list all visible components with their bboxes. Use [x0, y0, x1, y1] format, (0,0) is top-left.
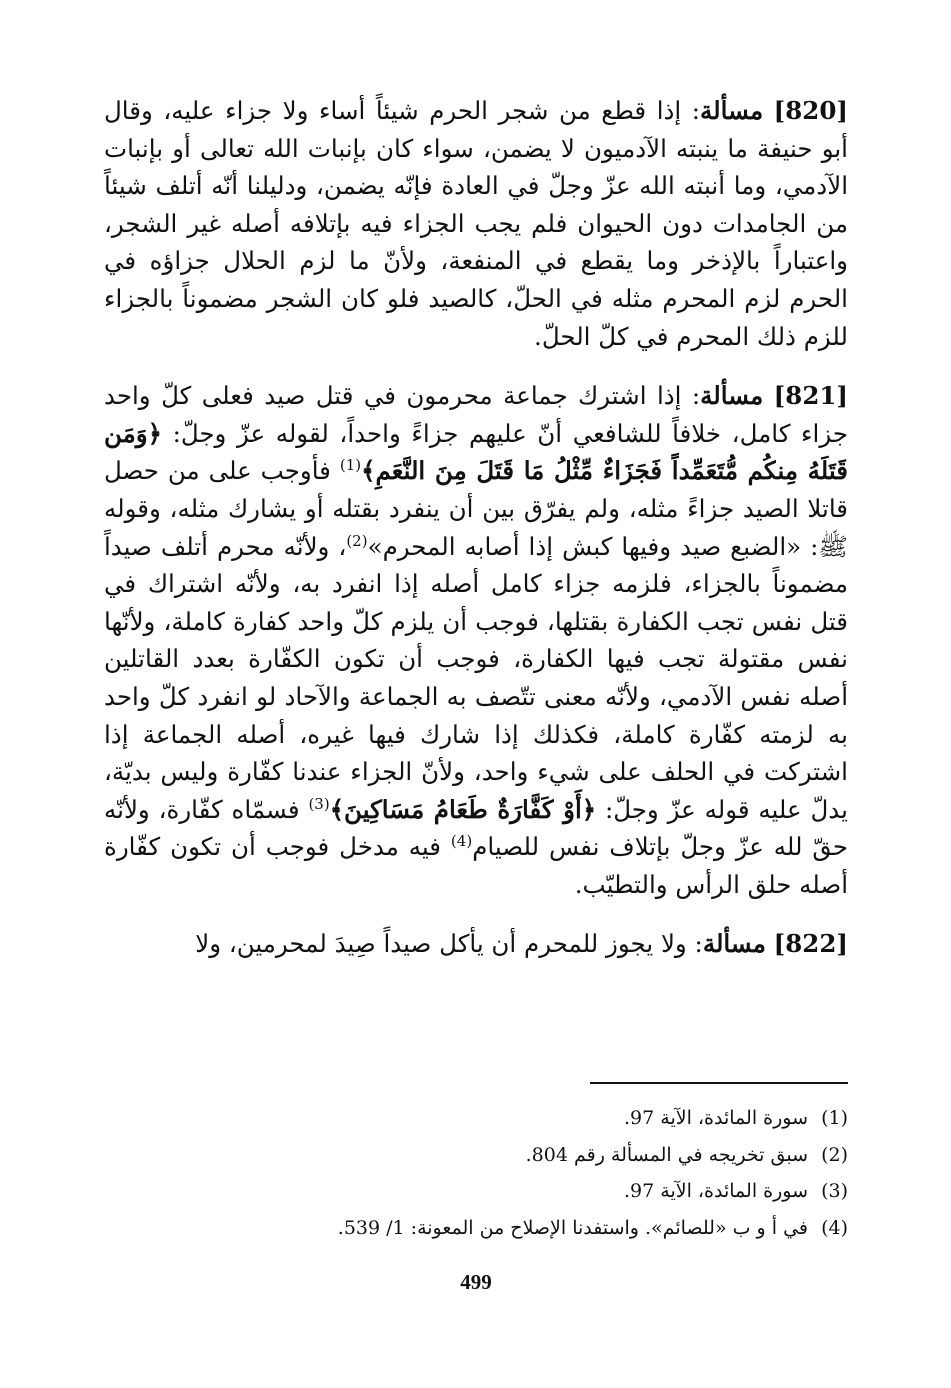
footnote-item — [104, 1210, 848, 1247]
paragraph-text: فأوجب على من حصل قاتلا الصيد جزاءً مثله، ولم يفرّق بين أن ينفرد بقتله أو يشارك مثله، وقوله ﷺ: «الضبع صيد وفيها كبش إذا أصابه المحرم» — [104, 456, 848, 561]
paragraph-text: ، ولأنّه محرم أتلف صيداً مضموناً بالجزاء، فلزمه جزاء كامل أصله إذا انفرد به، ولأنّه اشتراك في قتل نفس تجب الكفارة بقتلها، فوجب أن يلزم كلّ واحد كفارة كاملة، ولأنّها نفس مقتولة تجب فيها الكفارة، فوجب أن تكون الكفّارة بعدد القاتلين أصله نفس الآدمي، ولأنّه معنى تتّصف به الجماعة والآحاد لو انفرد كلّ واحد به لزمته كفّارة كاملة، فكذلك إذا شارك فيها غيره، أصله الجماعة إذا اشتركت في الحلف على شيء واحد، ولأنّ الجزاء عندنا كفّارة وليس بديّة، يدلّ عليه قوله عزّ وجلّ: — [104, 531, 848, 824]
issue-number: [821] — [773, 381, 849, 411]
issue-number: [820] — [773, 96, 848, 125]
footnotes — [104, 1100, 848, 1246]
paragraph-text: : إذا اشترك جماعة محرمون في قتل صيد فعلى كلّ واحد جزاء كامل، خلافاً للشافعي أنّ عليهم جزاءً واحداً، لقوله عزّ وجلّ: — [104, 381, 848, 448]
paragraph-text: : إذا قطع من شجر الحرم شيئاً أساء ولا جزاء عليه، وقال أبو حنيفة ما ينبته الآدميون لا يضمن، سواء كان بإنبات الله تعالى أو بإنبات الآدمي، وما أنبته الله عزّ وجلّ في العادة فإنّه يضمن، ودليلنا أنّه أتلف شيئاً من الجامدات دون الحيوان فلم يجب الجزاء فيه بإتلافه أصله غير الشجر، واعتباراً بالإذخر وما يقطع في المنفعة، ولأنّ ما لزم الحلال جزاؤه في الحرم لزم المحرم مثله في الحلّ، كالصيد فلو كان الشجر مضموناً بالجزاء للزم ذلك المحرم في كلّ الحلّ. — [104, 96, 848, 351]
footnote-ref-3[interactable]: (3) — [308, 794, 330, 813]
paragraph-text: فسمّاه كفّارة، ولأنّه حقّ لله عزّ وجلّ بإتلاف نفس للصيام — [104, 794, 848, 862]
footnote-text: في أ و ب «للصائم». واستفدنا الإصلاح من المعونة: 1/ 539. — [337, 1216, 808, 1239]
footnote-ref-1[interactable]: (1) — [339, 456, 362, 475]
quran-verse: ﴿وَمَن قَتَلَهُ مِنكُم مُّتَعَمِّداً فَجَزَاءٌ مِّثْلُ مَا قَتَلَ مِنَ النَّعَمِ﴾ — [104, 418, 848, 486]
paragraph-gap — [104, 355, 848, 377]
footnote-text: سبق تخريجه في المسألة رقم 804. — [525, 1143, 808, 1166]
paragraph-821 — [104, 377, 848, 903]
footnote-number: (1) — [821, 1107, 848, 1129]
footnote-divider — [590, 1082, 848, 1084]
footnote-ref-4[interactable]: (4) — [450, 832, 473, 851]
issue-number: [822] — [773, 929, 848, 959]
footnote-ref-2[interactable]: (2) — [346, 531, 368, 550]
page-number: 499 — [460, 1270, 492, 1294]
footnote-number: (4) — [821, 1216, 848, 1239]
footnote-item — [104, 1100, 848, 1137]
footnote-item — [104, 1137, 848, 1174]
footnote-item — [104, 1173, 848, 1210]
footnote-text: سورة المائدة، الآية 97. — [624, 1180, 808, 1202]
footnote-text: سورة المائدة، الآية 97. — [624, 1107, 808, 1129]
issue-heading: مسألة — [700, 381, 764, 411]
paragraph-text: : ولا يجوز للمحرم أن يأكل صيداً صِيدَ لمحرمين، ولا — [195, 929, 703, 959]
quran-verse: ﴿أَوْ كَفَّارَةٌ طَعَامُ مَسَاكِينَ﴾ — [329, 794, 597, 824]
issue-heading: مسألة — [702, 929, 766, 959]
book-page — [104, 92, 848, 1372]
footnote-number: (3) — [821, 1180, 848, 1202]
paragraph-gap — [104, 903, 848, 925]
issue-heading: مسألة — [700, 96, 764, 125]
paragraph-text: فيه مدخل فوجب أن تكون كفّارة أصله حلق الرأس والتطيّب. — [104, 832, 848, 899]
paragraph-822 — [104, 925, 848, 963]
paragraph-820 — [104, 92, 848, 355]
footnote-number: (2) — [821, 1143, 848, 1166]
